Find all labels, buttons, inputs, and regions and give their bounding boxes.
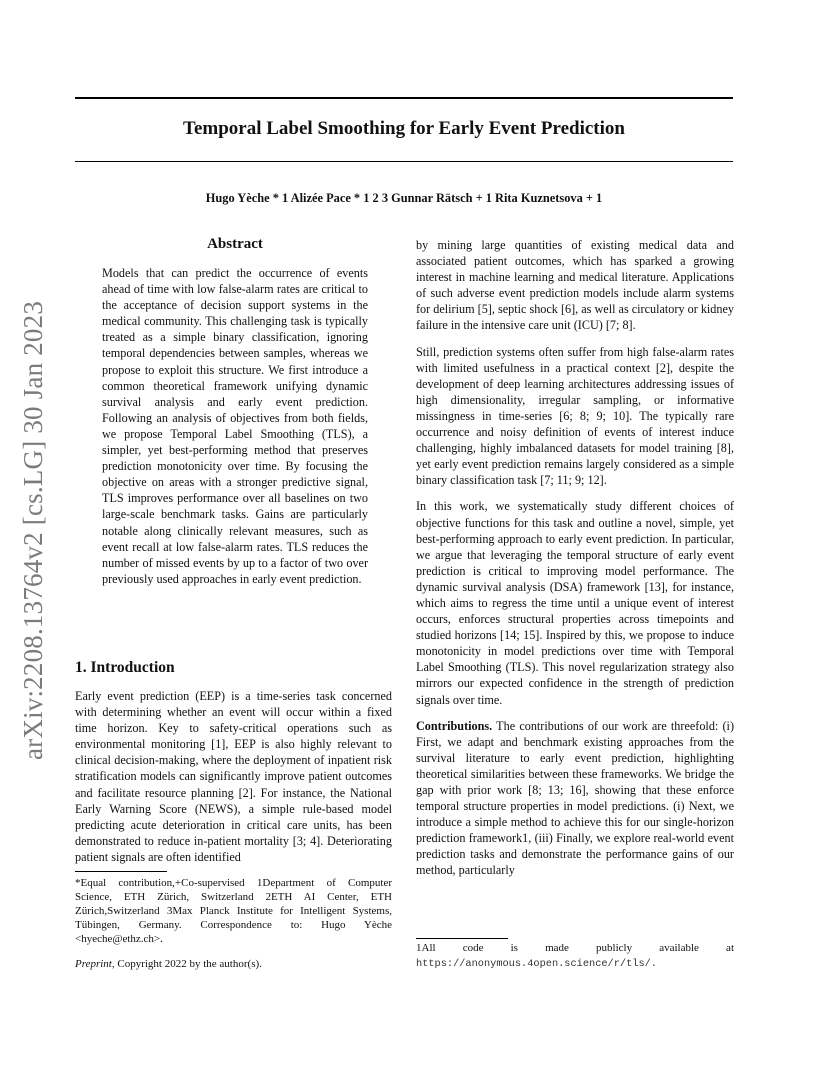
arxiv-identifier: arXiv:2208.13764v2 [cs.LG] 30 Jan 2023 xyxy=(18,300,48,760)
paragraph-3: In this work, we systematically study different choices of objective functions for this task and outline a novel, simple, yet best-performing approach to early event prediction. In particular, we argue that leveraging the temporal structure of early event prediction is critical to improving model performance. The dynamic survival analysis (DSA) framework [13], for instance, which aims to regress the time until a unique event of interest occurs, enforces structural properties across timepoints and studied horizons [14; 15]. Inspired by this, we propose to induce monotonicity in model predictions over time with Temporal Label Smoothing (TLS). This novel regularization strategy also mirrors our expected confidence in the strength of prediction signals over time. xyxy=(416,499,734,707)
right-column xyxy=(416,237,734,889)
footnote-separator-right xyxy=(416,938,508,939)
author-list: Hugo Yèche * 1 Alizée Pace * 1 2 3 Gunnar Rätsch + 1 Rita Kuznetsova + 1 xyxy=(205,191,603,205)
paragraph-2: Still, prediction systems often suffer from high false-alarm rates with limited usefulness in a practical context [2], despite the development of deep learning architectures addressing issues of high dimensionality, irregular sampling, or informative missingness in time-series [6; 8; 9; 10]. The typically rare occurrence and noisy definition of events of interest induce challenging, highly imbalanced datasets for model training [8], yet early event prediction remains largely considered as a simple binary classification task [7; 11; 9; 12]. xyxy=(416,344,734,488)
preprint-notice xyxy=(75,958,262,970)
code-footnote xyxy=(416,941,734,971)
paragraph-contributions xyxy=(416,718,734,879)
code-footnote-text: 1All code is made publicly available at xyxy=(416,942,734,954)
preprint-label: Preprint xyxy=(75,958,112,970)
preprint-copyright: , Copyright 2022 by the author(s). xyxy=(111,958,262,970)
affiliation-footnote: *Equal contribution,+Co-supervised 1Department of Computer Science, ETH Zürich, Switzerland 2ETH AI Center, ETH Zürich,Switzerland 3Max Planck Institute for Intelligent Systems, Tübingen, Germany. Correspondence to: Hugo Yèche <hyeche@ethz.ch>. xyxy=(75,877,392,945)
paragraph-1: by mining large quantities of existing medical data and associated patient outcomes, which has sparked a growing interest in machine learning and medical literature. Applications of such adverse event prediction models include alarm systems for delirium [5], septic shock [6], as well as circulatory or kidney failure in the intensive care unit (ICU) [7; 8]. xyxy=(416,238,734,333)
contributions-text: The contributions of our work are threefold: (i) First, we adapt and benchmark existing approaches from the survival literature to early event prediction, highlighting theoretical similarities between these frameworks. We bridge the gap with prior work [8; 13; 16], showing that these enforce temporal structure properties in model predictions. (i) Next, we introduce a simple method to achieve this for our single-horizon prediction framework1, (iii) Finally, we explore real-world event prediction tasks and demonstrate the performance gains of our method, particularly xyxy=(416,718,734,878)
footnote-separator-left xyxy=(75,871,167,872)
paper-title: Temporal Label Smoothing for Early Event Prediction xyxy=(183,118,625,139)
abstract-text: Models that can predict the occurrence of events ahead of time with low false-alarm rates are critical to the acceptance of decision support systems in the medical community. This challenging task is typically treated as a simple binary classification, ignoring temporal dependencies between samples, whereas we propose to exploit this structure. We first introduce a common theoretical framework unifying dynamic survival analysis and early event prediction. Following an analysis of objectives from both fields, we propose Temporal Label Smoothing (TLS), a simpler, yet best-performing method that preserves prediction monotonicity over time. By focusing the objective on areas with a stronger predictive signal, TLS improves performance over all baselines on two large-scale benchmark tasks. Gains are particularly notable along clinically relevant measures, such as event recall at low false-alarm rates. TLS reduces the number of missed events by up to a factor of two over previously used approaches in early event prediction. xyxy=(102,266,368,586)
contributions-heading: Contributions. xyxy=(416,718,493,733)
abstract-heading: Abstract xyxy=(207,236,263,252)
code-url-link[interactable]: https://anonymous.4open.science/r/tls/. xyxy=(416,957,657,970)
introduction-heading: 1. Introduction xyxy=(75,659,175,676)
introduction-text: Early event prediction (EEP) is a time-series task concerned with determining whether an event will occur within a fixed time horizon. Key to safety-critical operations such as environmental monitoring [1], EEP is also highly relevant to clinical decision-making, where the deployment of inpatient risk stratification models can significantly improve patient outcomes and facilitate resource planning [2]. For instance, the National Early Warning Score (NEWS), a simple rule-based model predicting acute deterioration in critical care units, has been demonstrated to reduce in-patient mortality [3; 4]. Deteriorating patient signals are often identified xyxy=(75,689,392,864)
title-rule-bottom xyxy=(75,161,733,162)
title-rule-top xyxy=(75,97,733,99)
